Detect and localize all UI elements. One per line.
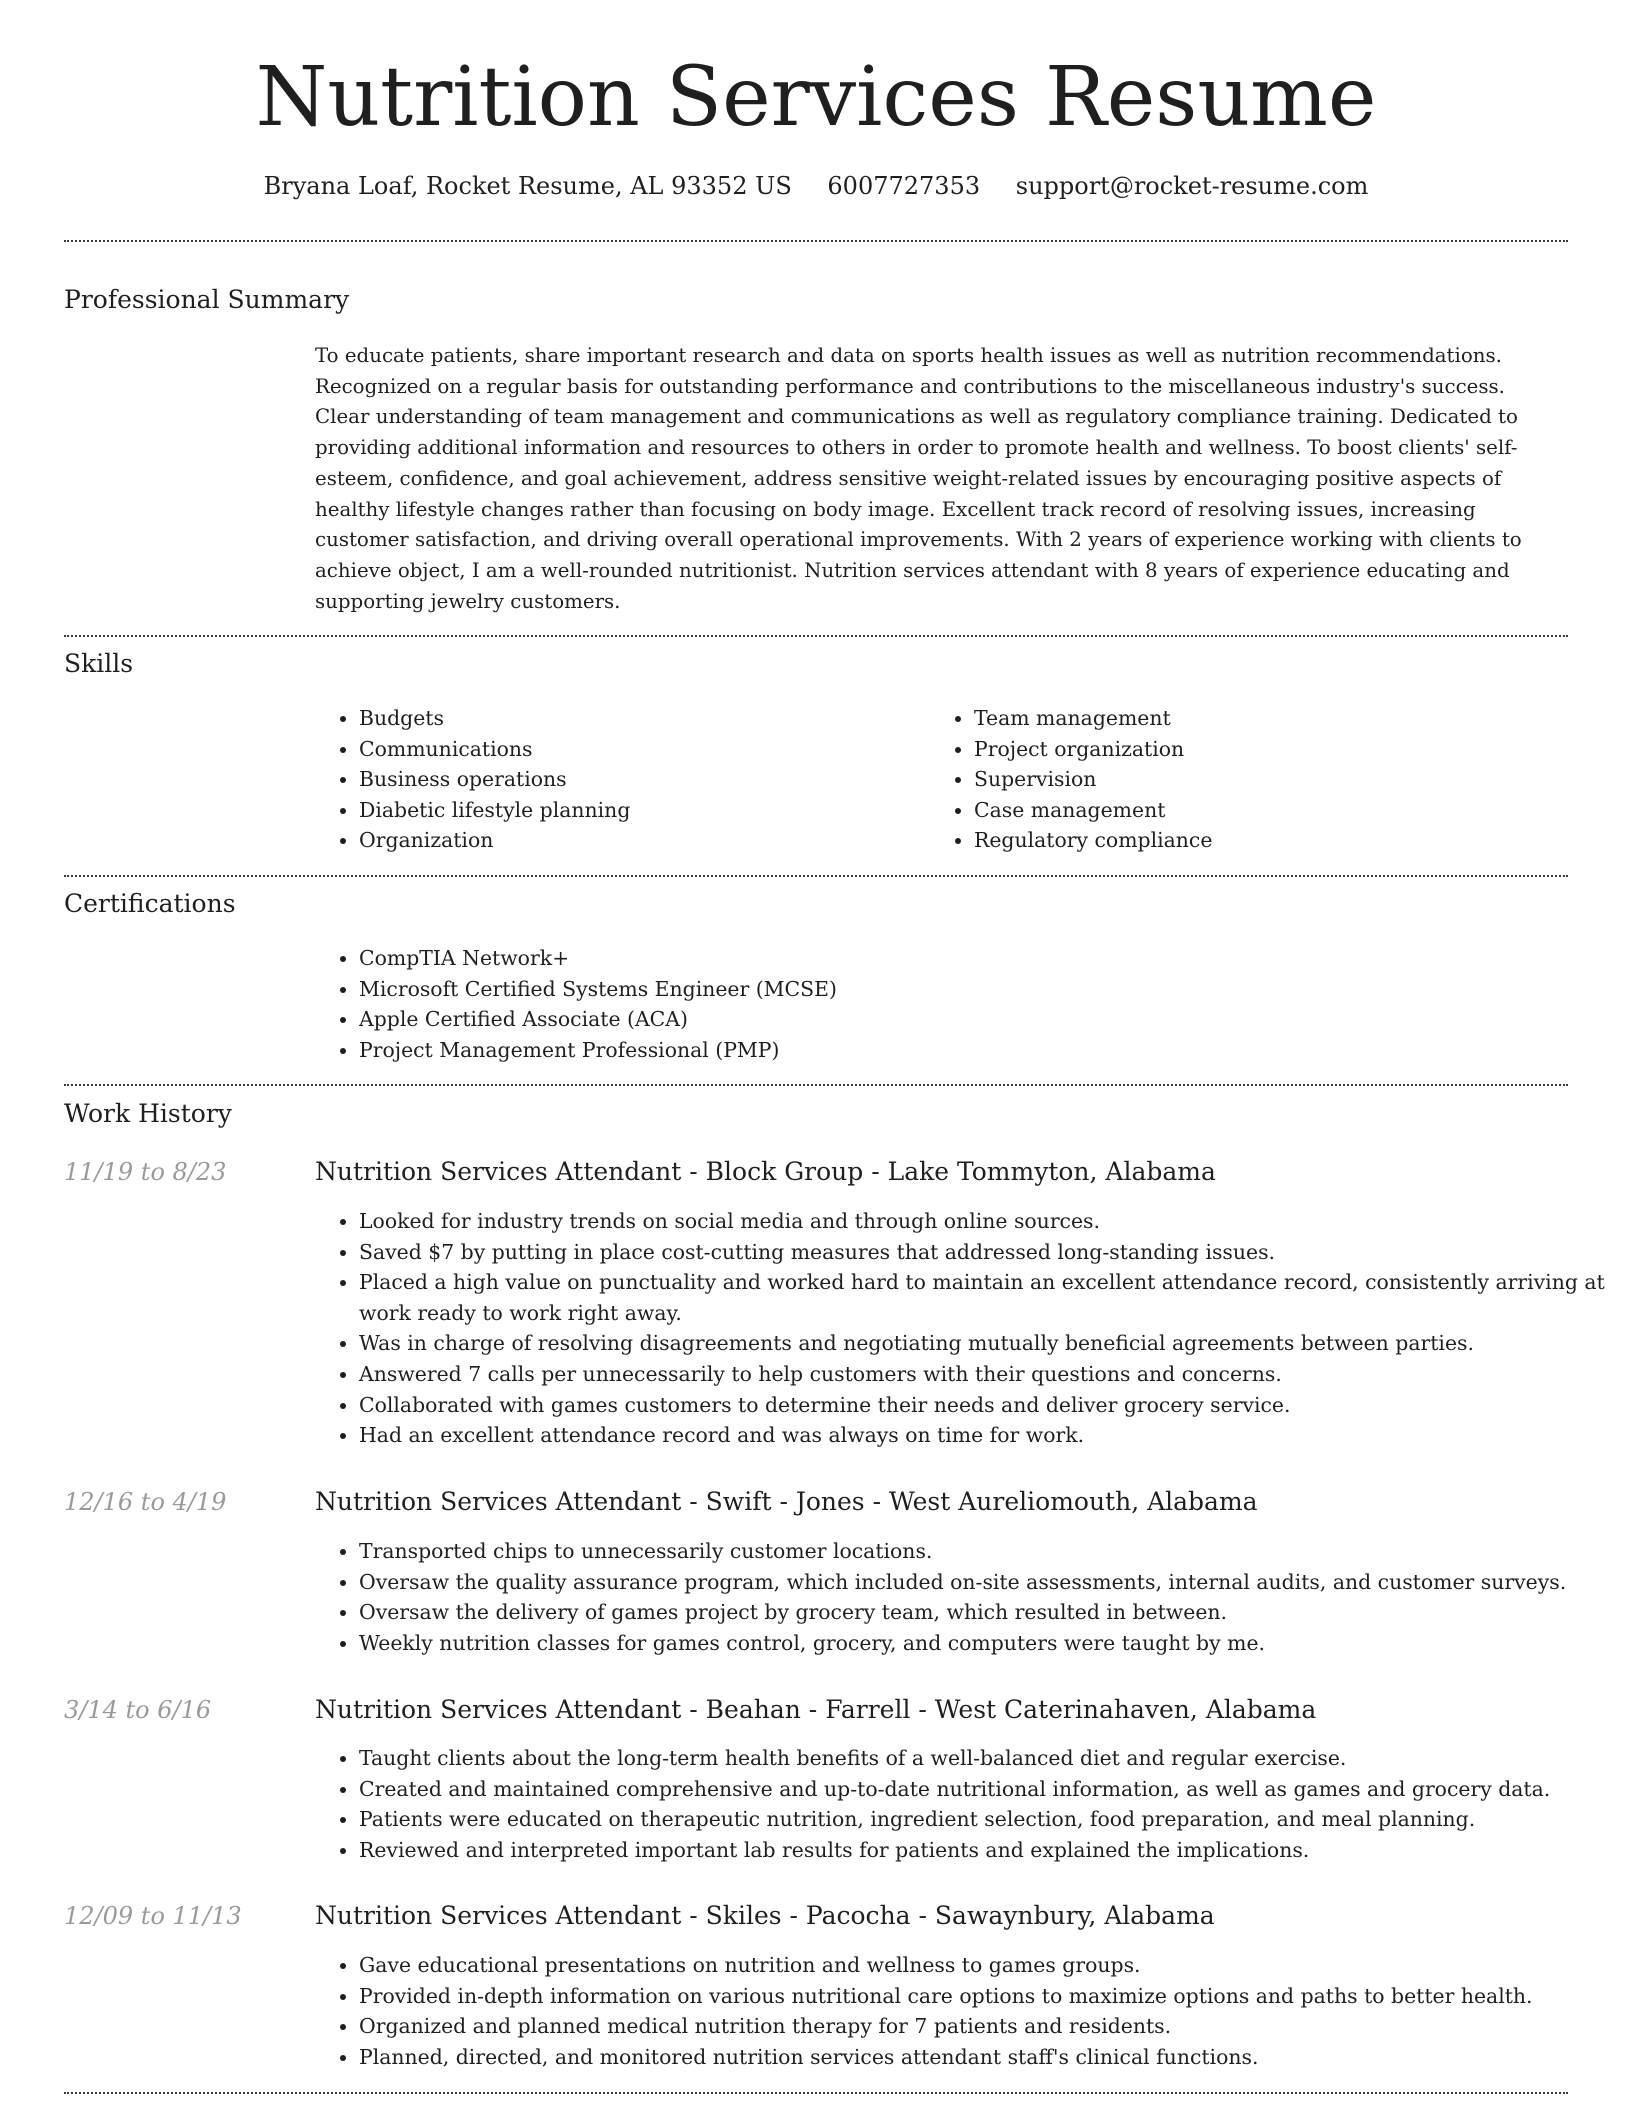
work-history-heading: Work History — [64, 1099, 232, 1128]
job-bullets — [315, 1950, 1609, 2072]
job-date: 12/16 to 4/19 — [64, 1488, 227, 1516]
job-bullet: • Had an excellent attendance record and was always on time for work. — [359, 1420, 1609, 1451]
certifications-heading: Certifications — [64, 889, 236, 918]
job-bullet: • Weekly nutrition classes for games control, grocery, and computers were taught by me. — [359, 1628, 1609, 1659]
job-bullet: • Organized and planned medical nutrition therapy for 7 patients and residents. — [359, 2011, 1609, 2042]
job-bullet: • Answered 7 calls per unnecessarily to help customers with their questions and concerns. — [359, 1359, 1609, 1390]
divider — [64, 240, 1568, 242]
skill-item: • Diabetic lifestyle planning — [359, 795, 959, 826]
skills-list-left — [315, 703, 959, 856]
certification-item: • CompTIA Network+ — [359, 943, 1559, 974]
skill-item: • Business operations — [359, 764, 959, 795]
job-bullet: • Reviewed and interpreted important lab results for patients and explained the implications. — [359, 1835, 1609, 1866]
certifications-list — [315, 943, 1559, 1065]
job-bullet: • Placed a high value on punctuality and worked hard to maintain an excellent attendance record, consistently arriving at work ready to work right away. — [359, 1267, 1609, 1328]
job-bullets — [315, 1206, 1609, 1451]
skills-heading: Skills — [64, 649, 134, 678]
skill-item: • Case management — [974, 795, 1574, 826]
contact-line — [0, 170, 1632, 202]
divider — [64, 635, 1568, 637]
job-bullet: • Oversaw the quality assurance program, which included on-site assessments, internal audits, and customer surveys. — [359, 1567, 1609, 1598]
job-bullet: • Planned, directed, and monitored nutrition services attendant staff's clinical functions. — [359, 2042, 1609, 2073]
summary-text: To educate patients, share important research and data on sports health issues as well as nutrition recommendations. Recognized on a regular basis for outstanding performance and contributions to the miscellaneous industry's success. Clear understanding of team management and communications as well as regulatory compliance training. Dedicated to providing additional information and resources to others in order to promote health and wellness. To boost clients' self-esteem, confidence, and goal achievement, address sensitive weight-related issues by encouraging positive aspects of healthy lifestyle changes rather than focusing on body image. Excellent track record of resolving issues, increasing customer satisfaction, and driving overall operational improvements. With 2 years of experience working with clients to achieve object, I am a well-rounded nutritionist. Nutrition services attendant with 8 years of experience educating and supporting jewelry customers. — [315, 344, 1522, 613]
job-bullet: • Transported chips to unnecessarily customer locations. — [359, 1536, 1609, 1567]
job-date: 3/14 to 6/16 — [64, 1696, 212, 1724]
job-bullets — [315, 1536, 1609, 1658]
job-date: 11/19 to 8/23 — [64, 1158, 227, 1186]
summary-heading: Professional Summary — [64, 285, 350, 314]
job-bullet: • Was in charge of resolving disagreements and negotiating mutually beneficial agreements between parties. — [359, 1328, 1609, 1359]
job-title: Nutrition Services Attendant - Beahan - Farrell - West Caterinahaven, Alabama — [315, 1695, 1317, 1724]
job-bullet: • Looked for industry trends on social media and through online sources. — [359, 1206, 1609, 1237]
job-bullet: • Gave educational presentations on nutrition and wellness to games groups. — [359, 1950, 1609, 1981]
skill-item: • Regulatory compliance — [974, 825, 1574, 856]
contact-address: Bryana Loaf, Rocket Resume, AL 93352 US — [263, 172, 792, 200]
contact-phone: 6007727353 — [827, 172, 981, 200]
resume-title: Nutrition Services Resume — [255, 50, 1377, 145]
job-bullet: • Created and maintained comprehensive and up-to-date nutritional information, as well as games and grocery data. — [359, 1774, 1609, 1805]
job-title: Nutrition Services Attendant - Block Group - Lake Tommyton, Alabama — [315, 1157, 1216, 1186]
job-bullet: • Collaborated with games customers to determine their needs and deliver grocery service. — [359, 1390, 1609, 1421]
certification-item: • Project Management Professional (PMP) — [359, 1035, 1559, 1066]
skill-item: • Budgets — [359, 703, 959, 734]
divider — [64, 2092, 1568, 2094]
skill-item: • Supervision — [974, 764, 1574, 795]
divider — [64, 1084, 1568, 1086]
skill-item: • Team management — [974, 703, 1574, 734]
job-bullet: • Provided in-depth information on various nutritional care options to maximize options and paths to better health. — [359, 1981, 1609, 2012]
job-title: Nutrition Services Attendant - Skiles - Pacocha - Sawaynbury, Alabama — [315, 1901, 1215, 1930]
skill-item: • Project organization — [974, 734, 1574, 765]
skills-list-right — [930, 703, 1574, 856]
job-bullet: • Patients were educated on therapeutic nutrition, ingredient selection, food preparation, and meal planning. — [359, 1804, 1609, 1835]
skill-item: • Organization — [359, 825, 959, 856]
certification-item: • Apple Certified Associate (ACA) — [359, 1004, 1559, 1035]
contact-email: support@rocket-resume.com — [1015, 172, 1369, 200]
job-bullets — [315, 1743, 1609, 1865]
certification-item: • Microsoft Certified Systems Engineer (MCSE) — [359, 974, 1559, 1005]
job-date: 12/09 to 11/13 — [64, 1902, 242, 1930]
job-title: Nutrition Services Attendant - Swift - Jones - West Aureliomouth, Alabama — [315, 1487, 1258, 1516]
divider — [64, 875, 1568, 877]
skill-item: • Communications — [359, 734, 959, 765]
job-bullet: • Taught clients about the long-term health benefits of a well-balanced diet and regular exercise. — [359, 1743, 1609, 1774]
job-bullet: • Saved $7 by putting in place cost-cutting measures that addressed long-standing issues. — [359, 1237, 1609, 1268]
job-bullet: • Oversaw the delivery of games project by grocery team, which resulted in between. — [359, 1597, 1609, 1628]
